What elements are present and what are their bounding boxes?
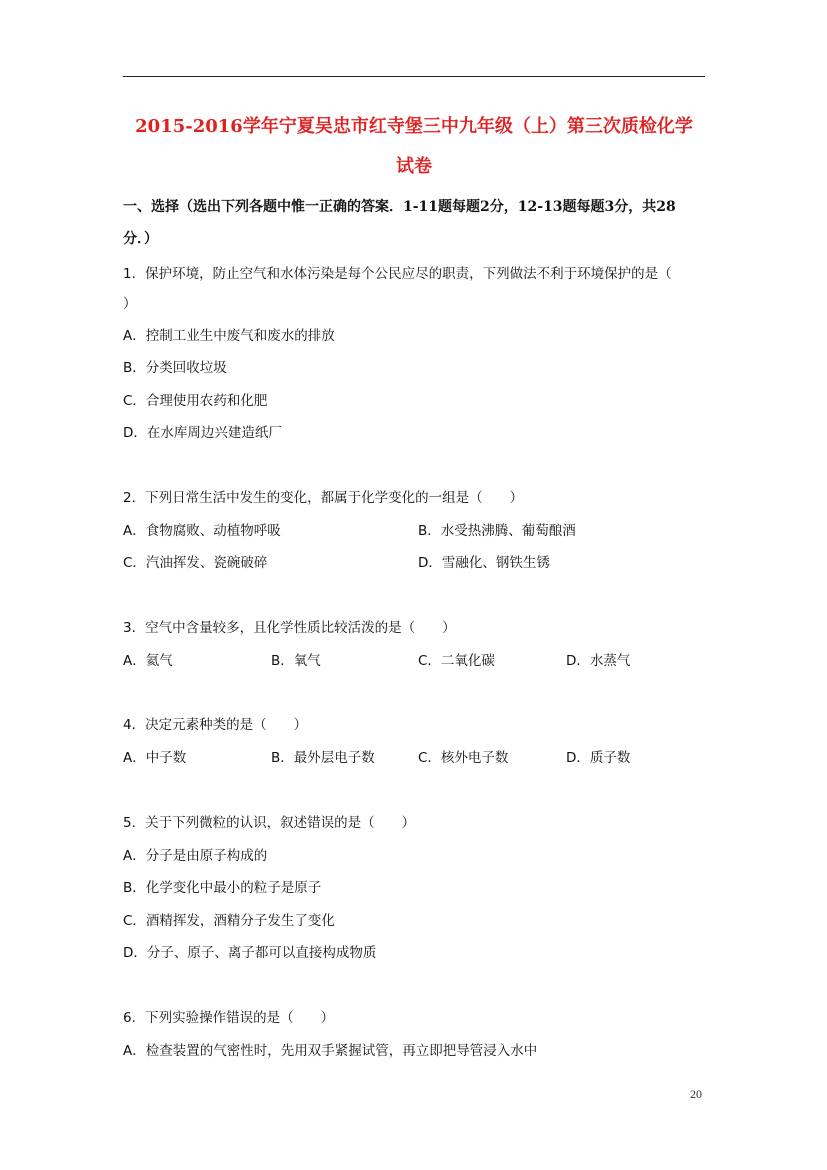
q4-option-c: C．核外电子数 (418, 750, 509, 766)
section-heading-line1: 一、选择（选出下列各题中惟一正确的答案．1-11题每题2分，12-13题每题3分，共28 (123, 199, 676, 215)
q1-stem-line1: 1．保护环境，防止空气和水体污染是每个公民应尽的职责，下列做法不利于环境保护的是（ (123, 266, 672, 282)
header-rule (123, 76, 705, 77)
q3-stem: 3．空气中含量较多，且化学性质比较活泼的是（ ） (123, 620, 456, 636)
q5-option-d: D．分子、原子、离子都可以直接构成物质 (123, 945, 377, 961)
q2-option-b: B．水受热沸腾、葡萄酿酒 (418, 523, 576, 539)
q6-stem: 6．下列实验操作错误的是（ ） (123, 1010, 335, 1026)
q5-option-a: A．分子是由原子构成的 (123, 848, 268, 864)
q4-option-d: D．质子数 (566, 750, 631, 766)
q6-option-a: A．检查装置的气密性时，先用双手紧握试管，再立即把导管浸入水中 (123, 1043, 538, 1059)
page-number: 20 (690, 1087, 702, 1101)
q1-option-a: A．控制工业生中废气和废水的排放 (123, 328, 335, 344)
q2-stem: 2．下列日常生活中发生的变化，都属于化学变化的一组是（ ） (123, 490, 524, 506)
q4-option-a: A．中子数 (123, 750, 187, 766)
q1-option-d: D．在水库周边兴建造纸厂 (123, 425, 282, 441)
q3-option-b: B．氧气 (271, 653, 321, 669)
q1-option-c: C．合理使用农药和化肥 (123, 393, 268, 409)
document-title-line1: 2015-2016学年宁夏吴忠市红寺堡三中九年级（上）第三次质检化学 (135, 116, 693, 137)
q2-option-a: A．食物腐败、动植物呼吸 (123, 523, 281, 539)
q5-option-b: B．化学变化中最小的粒子是原子 (123, 880, 322, 896)
section-heading-line2: 分．） (123, 231, 158, 247)
q2-option-d: D．雪融化、钢铁生锈 (418, 555, 550, 571)
q1-option-b: B．分类回收垃圾 (123, 360, 227, 376)
q4-stem: 4．决定元素种类的是（ ） (123, 717, 308, 733)
q3-option-c: C．二氧化碳 (418, 653, 495, 669)
q1-stem-line2: ） (123, 296, 137, 312)
document-title-line2: 试卷 (396, 156, 432, 177)
q3-option-d: D．水蒸气 (566, 653, 631, 669)
q5-option-c: C．酒精挥发，酒精分子发生了变化 (123, 913, 335, 929)
q4-option-b: B．最外层电子数 (271, 750, 375, 766)
q2-option-c: C．汽油挥发、瓷碗破碎 (123, 555, 268, 571)
q3-option-a: A．氦气 (123, 653, 173, 669)
q5-stem: 5．关于下列微粒的认识，叙述错误的是（ ） (123, 815, 416, 831)
